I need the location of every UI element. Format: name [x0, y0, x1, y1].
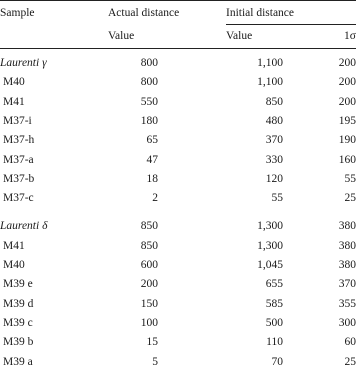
row-sample: M37-b — [3, 172, 35, 185]
row-sample: M39 d — [3, 297, 34, 310]
row-sigma: 160 — [338, 153, 356, 166]
row-sample: M39 b — [3, 336, 34, 349]
row-actual: 100 — [140, 316, 158, 329]
row-sample: M40 — [3, 76, 25, 89]
subheader-initial-sigma: 1σ — [344, 30, 356, 42]
row-actual: 180 — [140, 114, 158, 127]
initial-distance-rule — [226, 24, 356, 25]
row-initial: 110 — [266, 336, 283, 349]
row-actual: 65 — [146, 134, 158, 147]
row-initial: 330 — [265, 153, 283, 166]
table-top-rule — [0, 0, 356, 1]
row-sample: M41 — [3, 95, 25, 108]
row-sample: M37-c — [3, 192, 34, 205]
row-sample: M39 c — [3, 316, 33, 329]
row-initial: 55 — [271, 192, 283, 205]
row-initial: 70 — [271, 355, 283, 368]
row-sigma: 25 — [344, 192, 356, 205]
row-sigma: 300 — [338, 316, 356, 329]
row-actual: 200 — [140, 278, 158, 291]
group-name — [0, 56, 47, 70]
row-actual: 2 — [152, 192, 158, 205]
group-name — [0, 219, 47, 233]
row-sample: M39 a — [3, 355, 33, 368]
row-actual: 15 — [146, 336, 158, 349]
row-sigma: 200 — [338, 76, 356, 89]
row-initial: 120 — [265, 172, 283, 185]
row-sample: M37-i — [3, 114, 32, 127]
header-sample: Sample — [0, 7, 35, 19]
row-sigma: 200 — [338, 95, 356, 108]
subheader-initial-value: Value — [226, 30, 253, 42]
row-sample: M41 — [3, 239, 25, 252]
row-actual: 850 — [140, 239, 158, 252]
row-actual: 550 — [140, 95, 158, 108]
group-name-base: Laurenti — [0, 57, 43, 69]
row-initial: 850 — [265, 95, 283, 108]
group-name-greek: γ — [42, 57, 47, 69]
row-sample: M37-h — [3, 134, 35, 147]
row-sigma: 380 — [338, 239, 356, 252]
row-sigma: 380 — [338, 259, 356, 271]
group-initial: 1,300 — [257, 220, 283, 233]
row-sigma: 355 — [338, 297, 356, 310]
row-initial: 370 — [265, 134, 283, 147]
row-actual: 800 — [140, 76, 158, 89]
row-sigma: 55 — [344, 172, 356, 185]
group-actual: 800 — [140, 57, 158, 69]
row-initial: 480 — [265, 114, 283, 127]
row-sigma: 25 — [344, 355, 356, 368]
row-initial: 655 — [265, 278, 283, 291]
row-actual: 47 — [146, 153, 158, 166]
group-actual: 850 — [140, 220, 158, 233]
row-sample: M40 — [3, 259, 25, 271]
row-actual: 18 — [146, 172, 158, 185]
row-initial: 500 — [265, 316, 283, 329]
row-sample: M39 e — [3, 278, 33, 291]
row-actual: 5 — [152, 355, 158, 368]
row-sample: M37-a — [3, 153, 34, 166]
row-initial: 585 — [265, 297, 283, 310]
group-name-base: Laurenti — [0, 220, 43, 233]
row-initial: 1,300 — [257, 239, 283, 252]
row-sigma: 370 — [338, 278, 356, 291]
header-bottom-rule — [0, 48, 356, 49]
row-sigma: 195 — [338, 114, 356, 127]
row-sigma: 190 — [338, 134, 356, 147]
header-initial-distance: Initial distance — [226, 7, 295, 19]
row-sigma: 60 — [344, 336, 356, 349]
row-actual: 600 — [140, 259, 158, 271]
group-name-greek: δ — [42, 220, 48, 233]
group-initial: 1,100 — [257, 57, 283, 69]
group-sigma: 200 — [338, 57, 356, 69]
group-sigma: 380 — [338, 220, 356, 233]
row-actual: 150 — [140, 297, 158, 310]
row-initial: 1,045 — [257, 259, 283, 271]
row-initial: 1,100 — [257, 76, 283, 89]
header-actual-distance: Actual distance — [108, 7, 180, 19]
subheader-actual-value: Value — [108, 30, 135, 42]
